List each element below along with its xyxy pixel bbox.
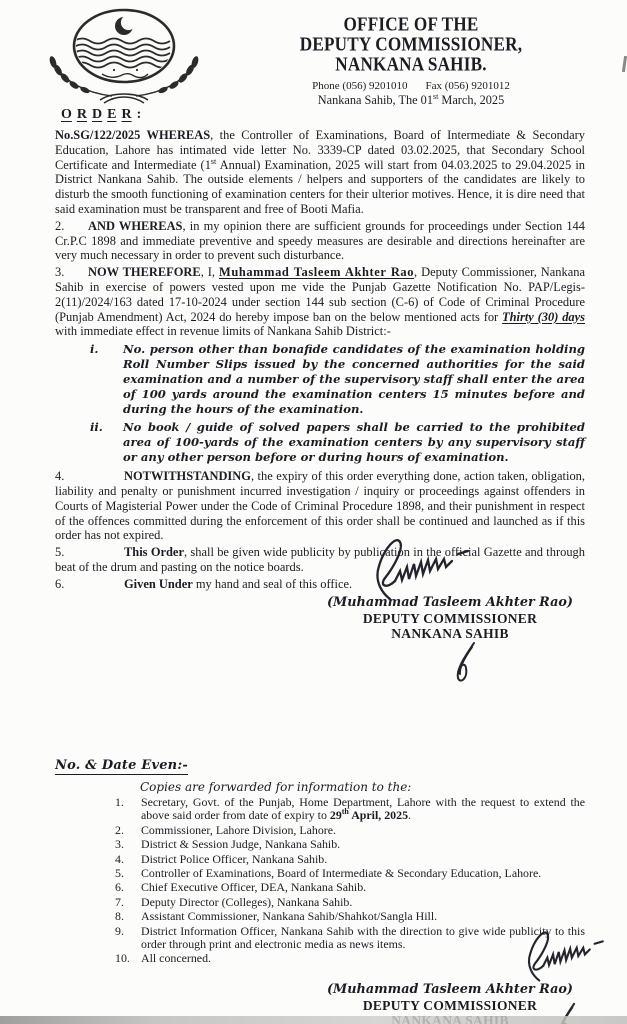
expiry-date: 29 (329, 808, 342, 823)
copy-item-6 (115, 881, 585, 894)
paragraph-5 (55, 545, 585, 575)
copy-item-text (141, 796, 585, 823)
order-letter: D (92, 107, 103, 122)
ban-item-ii (90, 420, 585, 465)
phone-number: Phone (056) 9201010 (312, 80, 408, 92)
fax-number: Fax (056) 9201012 (425, 80, 510, 92)
copy-item-2 (115, 824, 585, 837)
order-heading (61, 105, 585, 123)
paragraph-whereas (55, 128, 585, 217)
paragraph-text: , shall be given wide publicity by publication in the official Gazette and through beat of the drum and pasting on the notice boards. (55, 545, 585, 574)
copy-item-number: 9. (115, 923, 124, 938)
distribution-section (55, 756, 585, 1024)
copy-item-7 (115, 896, 585, 909)
paragraph-number: 5. (55, 545, 65, 560)
ban-items-list (90, 342, 585, 465)
case-number: No.SG/122/2025 WHEREAS (55, 128, 211, 142)
paragraph-text: with immediate effect in revenue limits of Nankana Sahib District:- (55, 324, 391, 339)
paragraph-text: Annual) Examination, 2025 will start from 04.03.2025 to 29.04.2025 in District Nankana Sahib. The outside elements / helpers and supporters of the candidates are likely to disturb the smooth functioning of examination centers for their ulterior motives. Hence, it is dire need that said examination must be transparent and free of Booti Mafia. (55, 157, 585, 216)
copy-item-text: Chief Executive Officer, DEA, Nankana Sahib. (141, 880, 367, 895)
ban-item-i (90, 342, 585, 417)
order-colon: : (136, 107, 142, 122)
copy-item-number: 3. (115, 837, 124, 852)
paragraph-lead: This Order (124, 545, 184, 560)
office-title-block (215, 6, 607, 111)
scan-bottom-shadow (0, 1016, 627, 1024)
paragraph-4 (55, 469, 585, 543)
copy-item-text: Assistant Commissioner, Nankana Sahib/Shahkot/Sangla Hill. (141, 909, 438, 924)
copy-item-text: Deputy Director (Colleges), Nankana Sahib. (141, 894, 353, 909)
copy-item-number: 10. (115, 951, 130, 966)
copy-item-10 (115, 952, 585, 965)
scan-edge-artifact (622, 56, 627, 72)
copy-item-number: 8. (115, 909, 124, 924)
ban-item-text: No book / guide of solved papers shall be carried to the prohibited area of 100-yards of the examination centers by any supervisory staff or any other person before or during hours of examination. (123, 420, 585, 465)
order-letter: R (121, 107, 132, 122)
ban-duration: Thirty (30) days (502, 309, 585, 324)
order-letter: O (61, 107, 72, 122)
copy-item-4 (115, 853, 585, 866)
ban-item-number: ii. (90, 420, 103, 435)
copy-item-1 (115, 796, 585, 823)
office-title-line3: NANKANA SAHIB. (335, 52, 487, 76)
paragraph-text: my hand and seal of this office. (192, 576, 353, 591)
expiry-date: April, 2025 (348, 808, 409, 823)
order-body (55, 103, 585, 641)
office-title-line1: OFFICE OF THE (343, 12, 479, 36)
paragraph-number: 6. (55, 576, 65, 591)
copy-item-3 (115, 838, 585, 851)
copy-item-number: 4. (115, 851, 124, 866)
copy-item-number: 1. (115, 795, 124, 809)
pen-flourish-icon (450, 641, 478, 685)
copy-item-8 (115, 910, 585, 923)
signatory-place: NANKANA SAHIB (391, 625, 509, 641)
copy-item-number: 6. (115, 880, 124, 895)
document-header (40, 6, 607, 111)
copy-item-9 (115, 925, 585, 952)
paragraph-2 (55, 219, 585, 263)
copy-item-text: Controller of Examinations, Board of Intermediate & Secondary Education, Lahore. (141, 866, 542, 881)
ban-item-text: No. person other than bonafide candidates of the examination holding Roll Number Slips issued by the concerned authorities for the said examination and a number of the supervisory staff shall enter the area of 100 yards around the examination centers 15 minutes before and during the hours of the examination. (123, 342, 585, 417)
copy-item-number: 7. (115, 894, 124, 909)
order-letter: R (76, 107, 88, 122)
copies-intro: Copies are forwarded for information to the: (140, 780, 412, 794)
paragraph-text: , the Controller of Examinations, Board of Intermediate & Secondary Education, Lahore has intimated vide letter No. 3339-CP dated 03.02.2025, that Secondary School Certificate and Intermediate (1 (55, 128, 585, 172)
ordinal-sup: st (210, 156, 217, 166)
paragraph-number: 2. (55, 218, 65, 233)
paragraph-text: , Deputy Commissioner, Nankana Sahib in exercise of powers vested upon me vide the Punjab Gazette Notification No. PAP/Legis-2(11)/2024/163 dated 17-10-2024 under section 144 sub section (C-6) of Code of Criminal Procedure (Punjab Amendment) Act, 2024 do hereby impose ban on the below mentioned acts for (55, 265, 585, 324)
paragraph-6 (55, 577, 585, 592)
phone-fax-line (215, 80, 607, 92)
no-date-even-heading: No. & Date Even:- (55, 758, 188, 773)
paragraph-3 (55, 265, 585, 339)
date-suffix: March, 2025 (438, 93, 505, 107)
copy-item-text: District Information Officer, Nankana Sahib with the direction to give wide publicity to this order through print and electronic media as news items. (141, 923, 585, 952)
paragraph-lead: NOTWITHSTANDING (124, 469, 251, 484)
ban-item-number: i. (90, 342, 99, 357)
paragraph-number: 3. (55, 265, 65, 280)
paragraph-number: 4. (55, 469, 65, 484)
expiry-date-ordinal: th (341, 807, 349, 817)
copy-item-text: Commissioner, Lahore Division, Lahore. (141, 822, 337, 837)
copy-item-text: District & Session Judge, Nankana Sahib. (141, 837, 341, 852)
copy-item-5 (115, 867, 585, 880)
signatory-title: DEPUTY COMMISSIONER (362, 997, 538, 1013)
date-prefix: Nankana Sahib, The 01 (317, 93, 433, 107)
paragraph-lead: AND WHEREAS (88, 218, 183, 233)
paragraph-text: , the expiry of this order everything done, action taken, obligation, liability and penalty or punishment incurred investigation / inquiry or proceedings against offenders in Courts of Magisterial Power under the Code of Criminal Procedure 1898, and their punishment in respect of the offences committed during the enforcement of this order shall be continued and launched as if this order has not expired. (55, 469, 585, 543)
signature-block-1 (300, 595, 600, 641)
paragraph-text: , I, (200, 265, 219, 280)
office-title-line2: DEPUTY COMMISSIONER, (299, 32, 523, 56)
paragraph-lead: NOW THEREFORE (88, 265, 201, 280)
signatory-name: (Muhammad Tasleem Akhter Rao) (327, 594, 573, 610)
date-ordinal: st (432, 91, 439, 101)
copy-item-text-post: . (408, 808, 412, 823)
copy-item-text: District Police Officer, Nankana Sahib. (141, 851, 328, 866)
order-letter: E (107, 107, 117, 122)
officer-name: Muhammad Tasleem Akhter Rao (218, 265, 415, 280)
paragraph-text: , in my opinion there are sufficient grounds for proceedings under Section 144 Cr.P.C 1898 and immediate preventive and speedy measures are desirable and directions hereinafter are very much necessary in order to prevent such disturbance. (55, 218, 585, 263)
signatory-title: DEPUTY COMMISSIONER (362, 610, 538, 626)
copy-item-number: 2. (115, 822, 124, 837)
copy-item-text-pre: Secretary, Govt. of the Punjab, Home Department, Lahore with the request to extend the above said order from date of expiry to (141, 795, 585, 823)
copy-item-number: 5. (115, 866, 124, 881)
paragraph-lead: Given Under (124, 576, 193, 591)
copy-item-text: All concerned. (141, 951, 211, 966)
signatory-name: (Muhammad Tasleem Akhter Rao) (327, 981, 573, 997)
punjab-government-crest-icon (40, 6, 215, 111)
